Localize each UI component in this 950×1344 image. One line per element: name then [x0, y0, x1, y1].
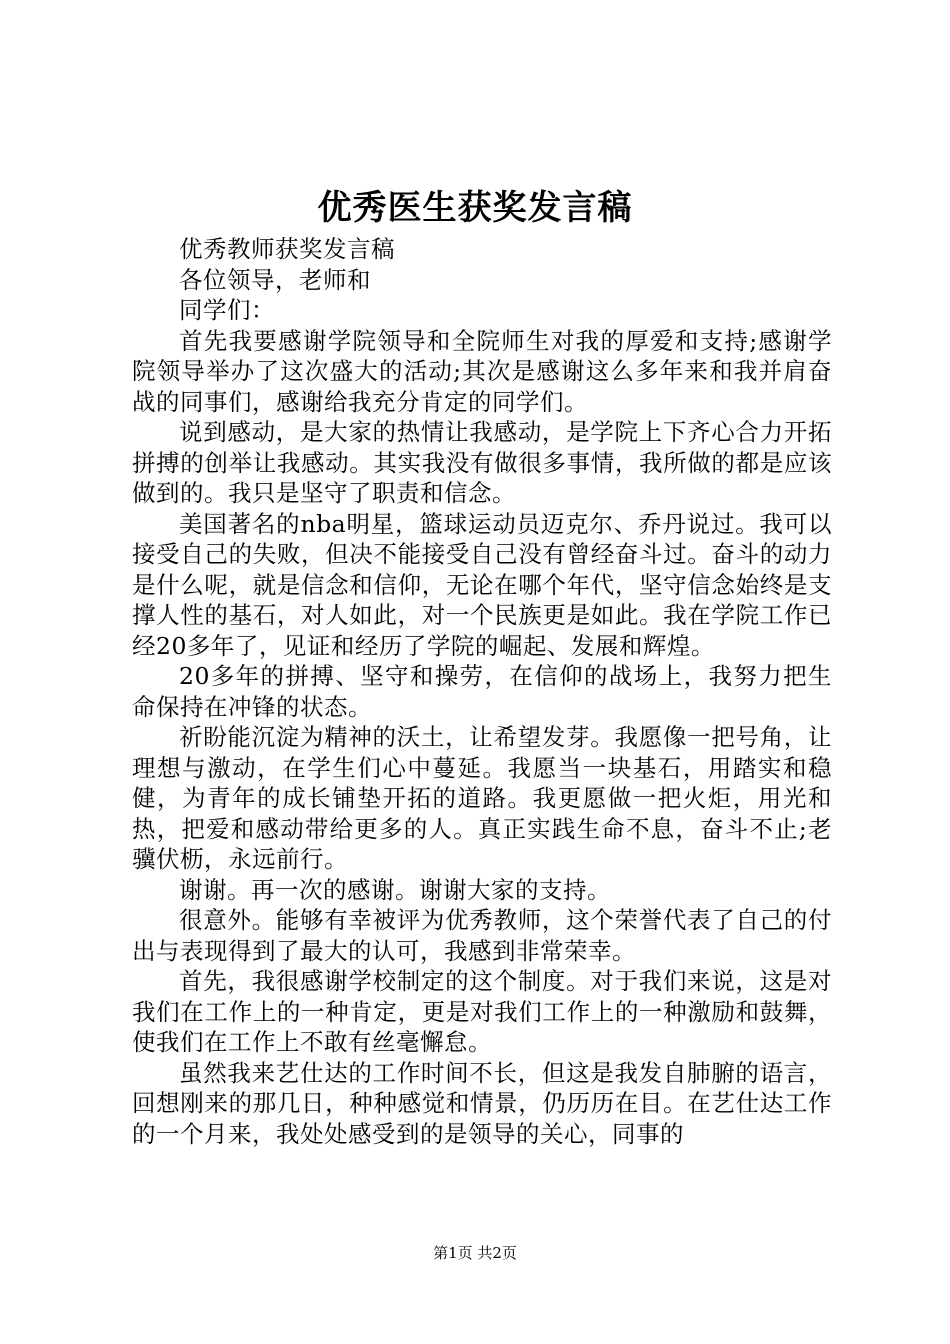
paragraph: 美国著名的nba明星，篮球运动员迈克尔、乔丹说过。我可以接受自己的失败，但决不能接受自己没有曾经奋斗过。奋斗的动力是什么呢，就是信念和信仰，无论在哪个年代，坚守信念始终是支撑人性的基石，对人如此，对一个民族更是如此。我在学院工作已经20多年了，见证和经历了学院的崛起、发展和辉煌。 [132, 509, 832, 660]
paragraph: 祈盼能沉淀为精神的沃土，让希望发芽。我愿像一把号角，让理想与激动，在学生们心中蔓延。我愿当一块基石，用踏实和稳健，为青年的成长铺垫开拓的道路。我更愿做一把火炬，用光和热，把爱和感动带给更多的人。真正实践生命不息，奋斗不止;老骥伏枥，永远前行。 [132, 723, 832, 873]
paragraph: 20多年的拼搏、坚守和操劳，在信仰的战场上，我努力把生命保持在冲锋的状态。 [132, 662, 832, 721]
page-footer: 第1页 共2页 [433, 1244, 517, 1262]
paragraph-salutation: 各位领导，老师和 [179, 265, 371, 294]
paragraph: 首先我要感谢学院领导和全院师生对我的厚爱和支持;感谢学院领导举办了这次盛大的活动;其次是感谢这么多年来和我并肩奋战的同事们，感谢给我充分肯定的同学们。 [132, 326, 832, 416]
paragraph: 首先，我很感谢学校制定的这个制度。对于我们来说，这是对我们在工作上的一种肯定，更是对我们工作上的一种激励和鼓舞，使我们在工作上不敢有丝毫懈怠。 [132, 967, 832, 1056]
paragraph: 谢谢。再一次的感谢。谢谢大家的支持。 [179, 875, 611, 904]
paragraph-salutation-cont: 同学们： [179, 296, 275, 324]
paragraph: 虽然我来艺仕达的工作时间不长，但这是我发自肺腑的语言，回想刚来的那几日，种种感觉和情景，仍历历在目。在艺仕达工作的一个月来，我处处感受到的是领导的关心，同事的 [132, 1058, 832, 1148]
document-body [132, 234, 832, 1149]
page-title: 优秀医生获奖发言稿 [317, 188, 633, 228]
paragraph: 很意外。能够有幸被评为优秀教师，这个荣誉代表了自己的付出与表现得到了最大的认可，我感到非常荣幸。 [132, 906, 832, 965]
paragraph-subtitle: 优秀教师获奖发言稿 [179, 235, 395, 263]
paragraph: 说到感动，是大家的热情让我感动，是学院上下齐心合力开拓拼搏的创举让我感动。其实我没有做很多事情，我所做的都是应该做到的。我只是坚守了职责和信念。 [132, 418, 832, 507]
